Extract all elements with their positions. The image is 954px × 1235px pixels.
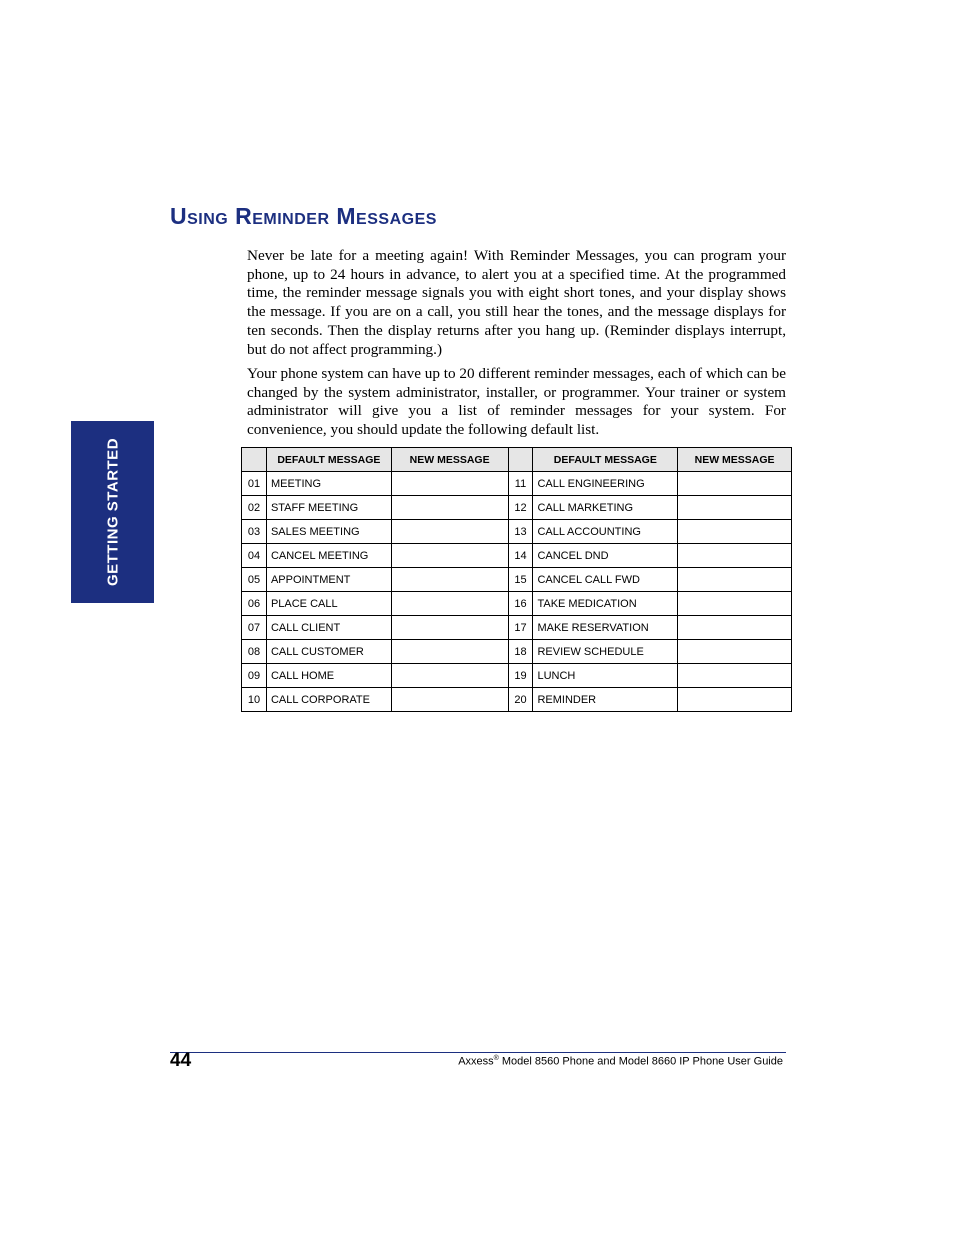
message-number: 06 (242, 592, 267, 616)
reminder-messages-table (241, 447, 792, 712)
column-header-default-message: DEFAULT MESSAGE (533, 448, 678, 472)
table-row (242, 664, 792, 688)
table-row (242, 616, 792, 640)
table-row (242, 568, 792, 592)
message-number: 12 (508, 496, 533, 520)
message-number: 17 (508, 616, 533, 640)
message-number: 14 (508, 544, 533, 568)
default-message: PLACE CALL (266, 592, 391, 616)
table-row (242, 472, 792, 496)
message-number: 13 (508, 520, 533, 544)
message-number: 03 (242, 520, 267, 544)
new-message-field (391, 544, 508, 568)
table-row (242, 688, 792, 712)
message-number: 10 (242, 688, 267, 712)
footer-brand: Axxess (458, 1055, 494, 1068)
column-header-new-message: NEW MESSAGE (391, 448, 508, 472)
new-message-field (391, 640, 508, 664)
default-message: MEETING (266, 472, 391, 496)
default-message: APPOINTMENT (266, 568, 391, 592)
default-message: CANCEL DND (533, 544, 678, 568)
message-number: 11 (508, 472, 533, 496)
column-header-default-message: DEFAULT MESSAGE (266, 448, 391, 472)
column-header-number (242, 448, 267, 472)
new-message-field (678, 592, 792, 616)
table-row (242, 496, 792, 520)
footer-title (458, 1055, 783, 1068)
new-message-field (678, 616, 792, 640)
default-message: SALES MEETING (266, 520, 391, 544)
default-message: CALL ENGINEERING (533, 472, 678, 496)
default-message: CALL CORPORATE (266, 688, 391, 712)
footer-divider (170, 1052, 786, 1053)
message-number: 09 (242, 664, 267, 688)
section-tab-label: GETTING STARTED (104, 437, 121, 587)
default-message: TAKE MEDICATION (533, 592, 678, 616)
table-row (242, 520, 792, 544)
message-number: 18 (508, 640, 533, 664)
section-tab (71, 421, 154, 603)
message-number: 20 (508, 688, 533, 712)
message-number: 05 (242, 568, 267, 592)
default-message: CANCEL MEETING (266, 544, 391, 568)
footer-guide-title: Model 8560 Phone and Model 8660 IP Phone User Guide (498, 1055, 783, 1068)
default-message: CALL HOME (266, 664, 391, 688)
new-message-field (391, 496, 508, 520)
column-header-new-message: NEW MESSAGE (678, 448, 792, 472)
message-number: 19 (508, 664, 533, 688)
default-message: STAFF MEETING (266, 496, 391, 520)
new-message-field (678, 664, 792, 688)
message-number: 16 (508, 592, 533, 616)
default-message: REMINDER (533, 688, 678, 712)
intro-paragraph: Never be late for a meeting again! With Reminder Messages, you can program your phone, up to 24 hours in advance, to alert you at a specified time. At the programmed time, the reminder message signals you with eight short tones, and your display shows the message. If you are on a call, you still hear the tones, and the message displays for ten seconds. Then the display returns after you hang up. (Reminder displays interrupt, but do not affect programming.) (247, 247, 786, 358)
message-number: 07 (242, 616, 267, 640)
new-message-field (391, 616, 508, 640)
message-number: 04 (242, 544, 267, 568)
new-message-field (678, 472, 792, 496)
table-row (242, 640, 792, 664)
page-number: 44 (170, 1050, 192, 1071)
default-message: CALL CLIENT (266, 616, 391, 640)
page-heading: Using Reminder Messages (170, 203, 437, 229)
new-message-field (391, 520, 508, 544)
new-message-field (678, 520, 792, 544)
new-message-field (391, 664, 508, 688)
default-message: REVIEW SCHEDULE (533, 640, 678, 664)
new-message-field (391, 472, 508, 496)
default-message: CALL CUSTOMER (266, 640, 391, 664)
instructions-paragraph: Your phone system can have up to 20 different reminder messages, each of which can be changed by the system administrator, installer, or programmer. Your trainer or system administrator will give you a list of reminder messages for your system. For convenience, you should update the following default list. (247, 365, 786, 439)
message-number: 08 (242, 640, 267, 664)
table-row (242, 592, 792, 616)
message-number: 02 (242, 496, 267, 520)
new-message-field (678, 688, 792, 712)
new-message-field (391, 592, 508, 616)
new-message-field (391, 568, 508, 592)
new-message-field (391, 688, 508, 712)
default-message: CALL MARKETING (533, 496, 678, 520)
default-message: MAKE RESERVATION (533, 616, 678, 640)
table-header-row (242, 448, 792, 472)
new-message-field (678, 544, 792, 568)
registered-mark: ® (493, 1055, 499, 1062)
table-row (242, 544, 792, 568)
column-header-number (508, 448, 533, 472)
new-message-field (678, 640, 792, 664)
new-message-field (678, 568, 792, 592)
default-message: CANCEL CALL FWD (533, 568, 678, 592)
message-number: 15 (508, 568, 533, 592)
message-number: 01 (242, 472, 267, 496)
default-message: LUNCH (533, 664, 678, 688)
new-message-field (678, 496, 792, 520)
default-message: CALL ACCOUNTING (533, 520, 678, 544)
